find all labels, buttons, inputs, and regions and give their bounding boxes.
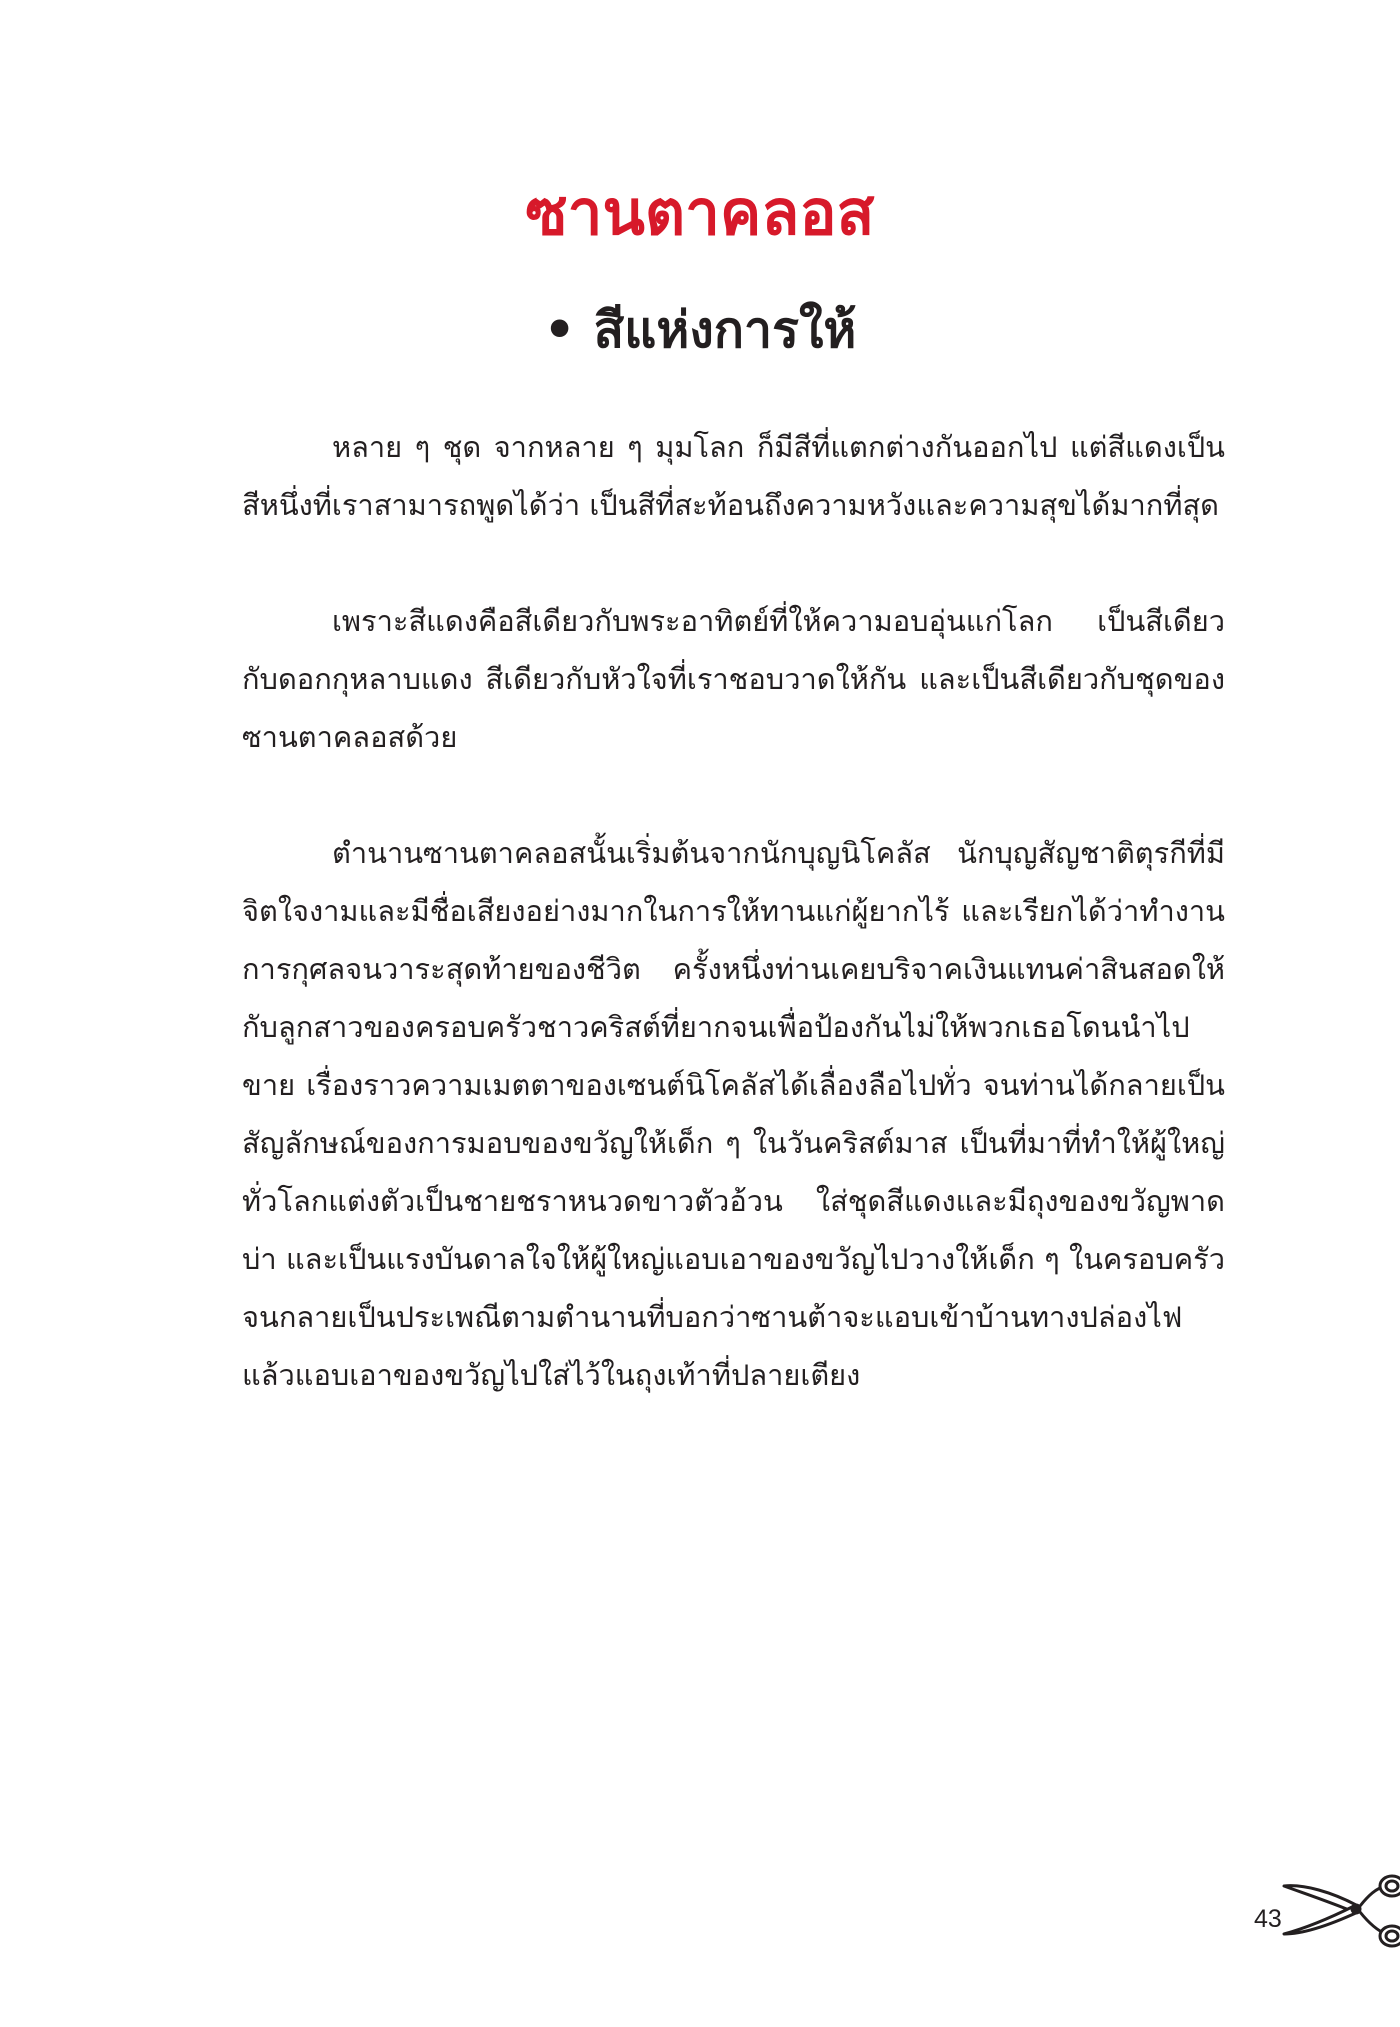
section-heading	[0, 290, 1400, 370]
page-number: 43	[1254, 1905, 1282, 1933]
section-heading-text: สีแห่งการให้	[593, 301, 857, 359]
body-text	[242, 418, 1225, 1462]
paragraph: เพราะสีแดงคือสีเดียวกับพระอาทิตย์ที่ให้ความอบอุ่นแก่โลก เป็นสีเดียวกับดอกกุหลาบแดง สีเดียวกับหัวใจที่เราชอบวาดให้กัน และเป็นสีเดียวกับชุดของซานตาคลอสด้วย	[242, 604, 1225, 754]
scissors-icon	[1280, 1872, 1400, 1952]
bullet: •	[543, 301, 576, 359]
page-title: ซานตาคลอส	[525, 176, 875, 249]
paragraph: ตำนานซานตาคลอสนั้นเริ่มต้นจากนักบุญนิโคลัส นักบุญสัญชาติตุรกีที่มีจิตใจงามและมีชื่อเสียงอย่างมากในการให้ทานแก่ผู้ยากไร้ และเรียกได้ว่าทำงานการกุศลจนวาระสุดท้ายของชีวิต ครั้งหนึ่งท่านเคยบริจาคเงินแทนค่าสินสอดให้กับลูกสาวของครอบครัวชาวคริสต์ที่ยากจนเพื่อป้องกันไม่ให้พวกเธอโดนนำไปขาย เรื่องราวความเมตตาของเซนต์นิโคลัสได้เลื่องลือไปทั่ว จนท่านได้กลายเป็นสัญลักษณ์ของการมอบของขวัญให้เด็ก ๆ ในวันคริสต์มาส เป็นที่มาที่ทำให้ผู้ใหญ่ทั่วโลกแต่งตัวเป็นชายชราหนวดขาวตัวอ้วน ใส่ชุดสีแดงและมีถุงของขวัญพาดบ่า และเป็นแรงบันดาลใจให้ผู้ใหญ่แอบเอาของขวัญไปวางให้เด็ก ๆ ในครอบครัวจนกลายเป็นประเพณีตามตำนานที่บอกว่าซานต้าจะแอบเข้าบ้านทางปล่องไฟแล้วแอบเอาของขวัญไปใส่ไว้ในถุงเท้าที่ปลายเตียง	[242, 836, 1225, 1392]
paragraph: หลาย ๆ ชุด จากหลาย ๆ มุมโลก ก็มีสีที่แตกต่างกันออกไป แต่สีแดงเป็นสีหนึ่งที่เราสามารถพูดได้ว่า เป็นสีที่สะท้อนถึงความหวังและความสุขได้มากที่สุด	[242, 430, 1225, 522]
